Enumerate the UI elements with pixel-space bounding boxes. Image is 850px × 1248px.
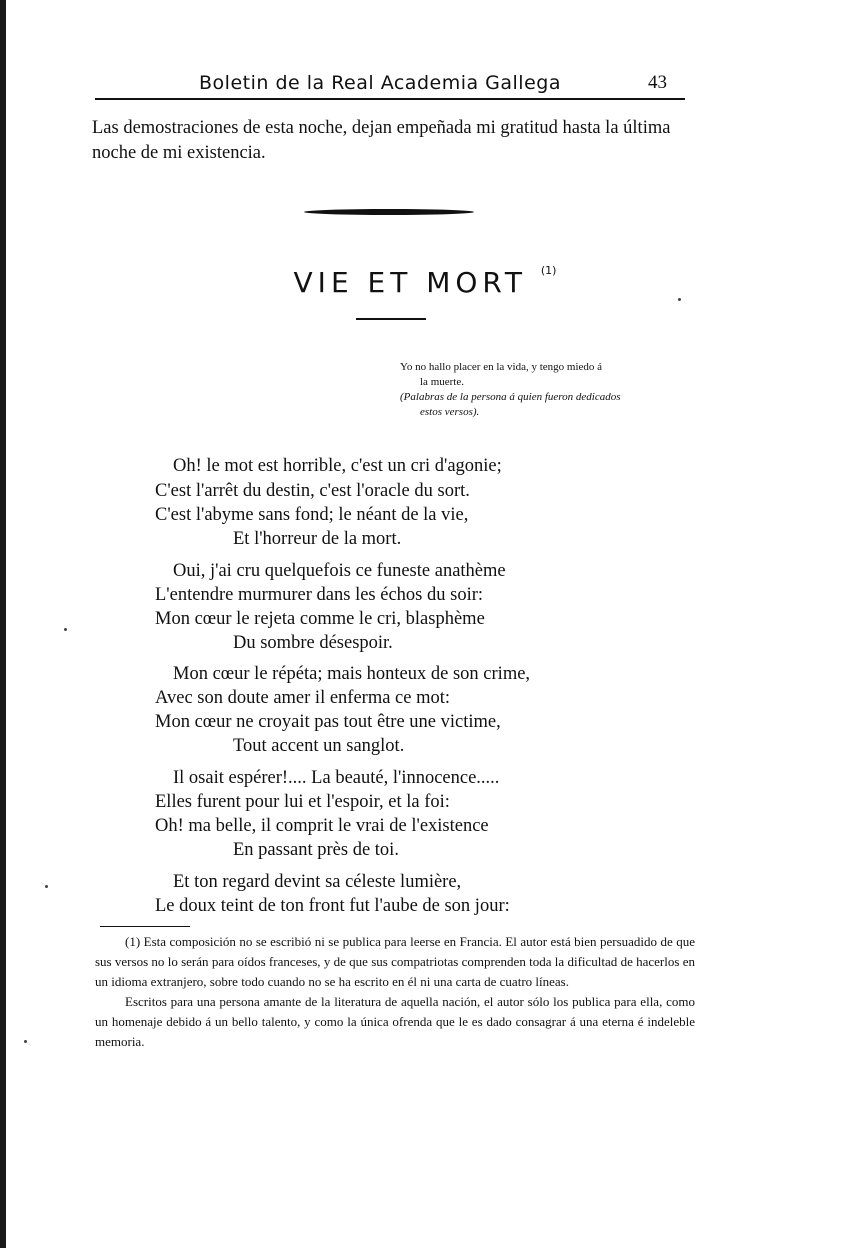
verse-line: Oui, j'ai cru quelquefois ce funeste anathème (173, 561, 506, 581)
scan-speck (24, 1040, 27, 1043)
verse-line: C'est l'abyme sans fond; le néant de la vie, (155, 505, 469, 525)
footnote (95, 932, 695, 1052)
verse-line: Mon cœur le rejeta comme le cri, blasphème (155, 609, 485, 629)
epigraph-line: Yo no hallo placer en la vida, y tengo miedo á (400, 361, 603, 373)
verse-line: Il osait espérer!.... La beauté, l'innocence..... (173, 768, 500, 788)
verse-line: Et ton regard devint sa céleste lumière, (173, 872, 462, 892)
title-rule (356, 318, 426, 320)
running-header (95, 70, 685, 100)
journal-title: Boletin de la Real Academia Gallega (199, 72, 561, 94)
verse-line: Et l'horreur de la mort. (233, 529, 402, 549)
section-divider-ornament (304, 209, 474, 215)
verse-line: Avec son doute amer il enferma ce mot: (155, 688, 451, 708)
verse-line: Oh! le mot est horrible, c'est un cri d'agonie; (173, 456, 502, 476)
intro-paragraph: Las demostraciones de esta noche, dejan empeñada mi gratitud hasta la última noche de mi existencia. (92, 118, 671, 163)
footnote-paragraph (95, 932, 695, 992)
verse-line: Le doux teint de ton front fut l'aube de son jour: (155, 896, 510, 916)
verse-line: Tout accent un sanglot. (233, 736, 405, 756)
poem-title-text: VIE ET MORT (293, 266, 527, 299)
scan-speck (678, 298, 681, 301)
title-footnote-marker: (1) (540, 264, 557, 277)
verse-line: Oh! ma belle, il comprit le vrai de l'existence (155, 816, 489, 836)
verse-line: Mon cœur le répéta; mais honteux de son crime, (173, 664, 531, 684)
verse-line: Mon cœur ne croyait pas tout être une victime, (155, 712, 501, 732)
footnote-paragraph: Escritos para una persona amante de la literatura de aquella nación, el autor sólo los publica para ella, como un homenaje debido á un bello talento, y como la única ofrenda que le es dado consagrar á una eterna é indeleble memoria. (95, 994, 695, 1049)
footnote-marker: (1) (125, 934, 141, 949)
footnote-rule (100, 926, 190, 927)
verse-line: Elles furent pour lui et l'espoir, et la foi: (155, 792, 450, 812)
epigraph (400, 360, 695, 420)
page-edge-shadow (0, 0, 6, 1248)
verse-line: Du sombre désespoir. (233, 633, 393, 653)
epigraph-attribution: estos versos). (420, 406, 480, 418)
poem-title (200, 266, 650, 299)
epigraph-attribution: (Palabras de la persona á quien fueron dedicados (400, 391, 621, 403)
verse-line: L'entendre murmurer dans les échos du soir: (155, 585, 484, 605)
footnote-text: Esta composición no se escribió ni se publica para leerse en Francia. El autor está bien persuadido de que sus versos no lo serán para oídos franceses, y de que sus compatriotas comprenden toda la dificultad de hacerlos en un idioma extranjero, sobre todo cuando no se ha escrito en él ni una carta de cuatro líneas. (95, 934, 696, 989)
scan-speck (64, 628, 67, 631)
page-number: 43 (648, 72, 667, 93)
verse-line: C'est l'arrêt du destin, c'est l'oracle du sort. (155, 481, 470, 501)
header-rule (95, 98, 685, 100)
verse-line: En passant près de toi. (233, 840, 399, 860)
scan-speck (45, 885, 48, 888)
epigraph-line: la muerte. (420, 376, 464, 388)
